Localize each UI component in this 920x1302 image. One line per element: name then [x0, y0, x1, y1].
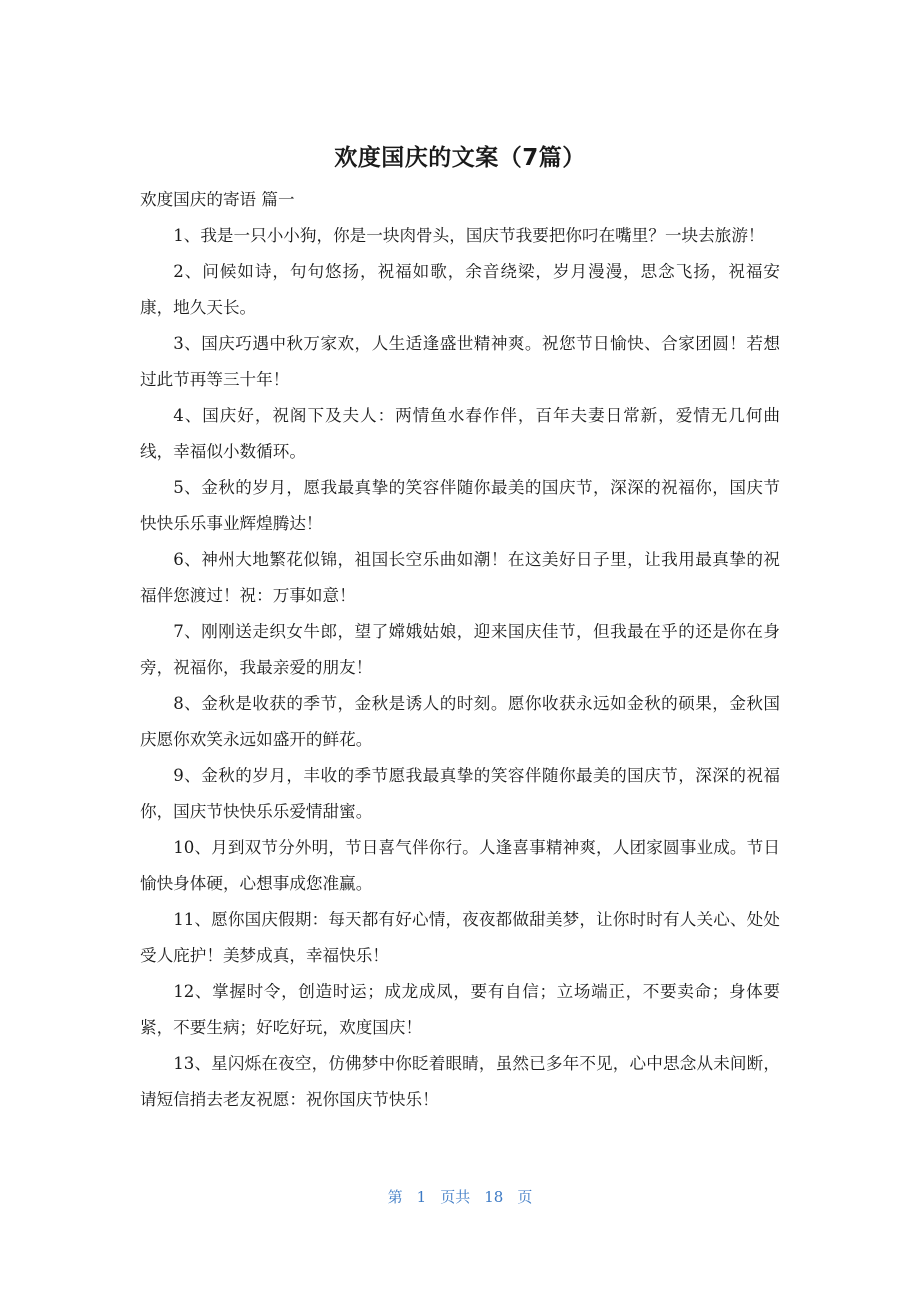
- page-footer: [0, 1182, 920, 1212]
- list-item: 6、神州大地繁花似锦，祖国长空乐曲如潮！在这美好日子里，让我用最真挚的祝福伴您渡过！祝：万事如意！: [140, 550, 780, 605]
- section-heading: 欢度国庆的寄语 篇一: [140, 190, 295, 209]
- footer-total-pages: 18: [484, 1188, 504, 1206]
- list-item: 3、国庆巧遇中秋万家欢，人生适逢盛世精神爽。祝您节日愉快、合家团圆！若想过此节再等三十年！: [140, 334, 780, 389]
- document-title: 欢度国庆的文案（7篇）: [334, 145, 586, 171]
- list-item: 12、掌握时令，创造时运；成龙成凤，要有自信；立场端正，不要卖命；身体要紧，不要生病；好吃好玩，欢度国庆！: [140, 982, 780, 1037]
- list-item: 8、金秋是收获的季节，金秋是诱人的时刻。愿你收获永远如金秋的硕果，金秋国庆愿你欢笑永远如盛开的鲜花。: [140, 694, 780, 749]
- footer-prefix: 第: [387, 1188, 403, 1206]
- list-item: 5、金秋的岁月，愿我最真挚的笑容伴随你最美的国庆节，深深的祝福你，国庆节快快乐乐事业辉煌腾达！: [140, 478, 780, 533]
- list-item: 1、我是一只小小狗，你是一块肉骨头，国庆节我要把你叼在嘴里？一块去旅游！: [173, 226, 765, 245]
- list-item: 9、金秋的岁月，丰收的季节愿我最真挚的笑容伴随你最美的国庆节，深深的祝福你，国庆节快快乐乐爱情甜蜜。: [140, 766, 780, 821]
- list-item: 7、刚刚送走织女牛郎，望了嫦娥姑娘，迎来国庆佳节，但我最在乎的还是你在身旁，祝福你，我最亲爱的朋友！: [140, 622, 780, 677]
- footer-middle: 页共: [440, 1188, 471, 1206]
- list-item: 10、月到双节分外明，节日喜气伴你行。人逢喜事精神爽，人团家圆事业成。节日愉快身体硬，心想事成您准赢。: [140, 838, 780, 893]
- list-item: 4、国庆好，祝阁下及夫人：两情鱼水春作伴，百年夫妻日常新，爱情无几何曲线，幸福似小数循环。: [140, 406, 780, 461]
- list-item: 11、愿你国庆假期：每天都有好心情，夜夜都做甜美梦，让你时时有人关心、处处受人庇护！美梦成真，幸福快乐！: [140, 910, 780, 965]
- list-item: 2、问候如诗，句句悠扬，祝福如歌，余音绕梁，岁月漫漫，思念飞扬，祝福安康，地久天长。: [140, 262, 780, 317]
- footer-page-number: 1: [416, 1188, 427, 1206]
- document-body: [140, 182, 780, 1118]
- footer-suffix: 页: [517, 1188, 533, 1206]
- list-item: 13、星闪烁在夜空，仿佛梦中你眨着眼睛，虽然已多年不见，心中思念从未间断，请短信捎去老友祝愿：祝你国庆节快乐！: [140, 1054, 780, 1109]
